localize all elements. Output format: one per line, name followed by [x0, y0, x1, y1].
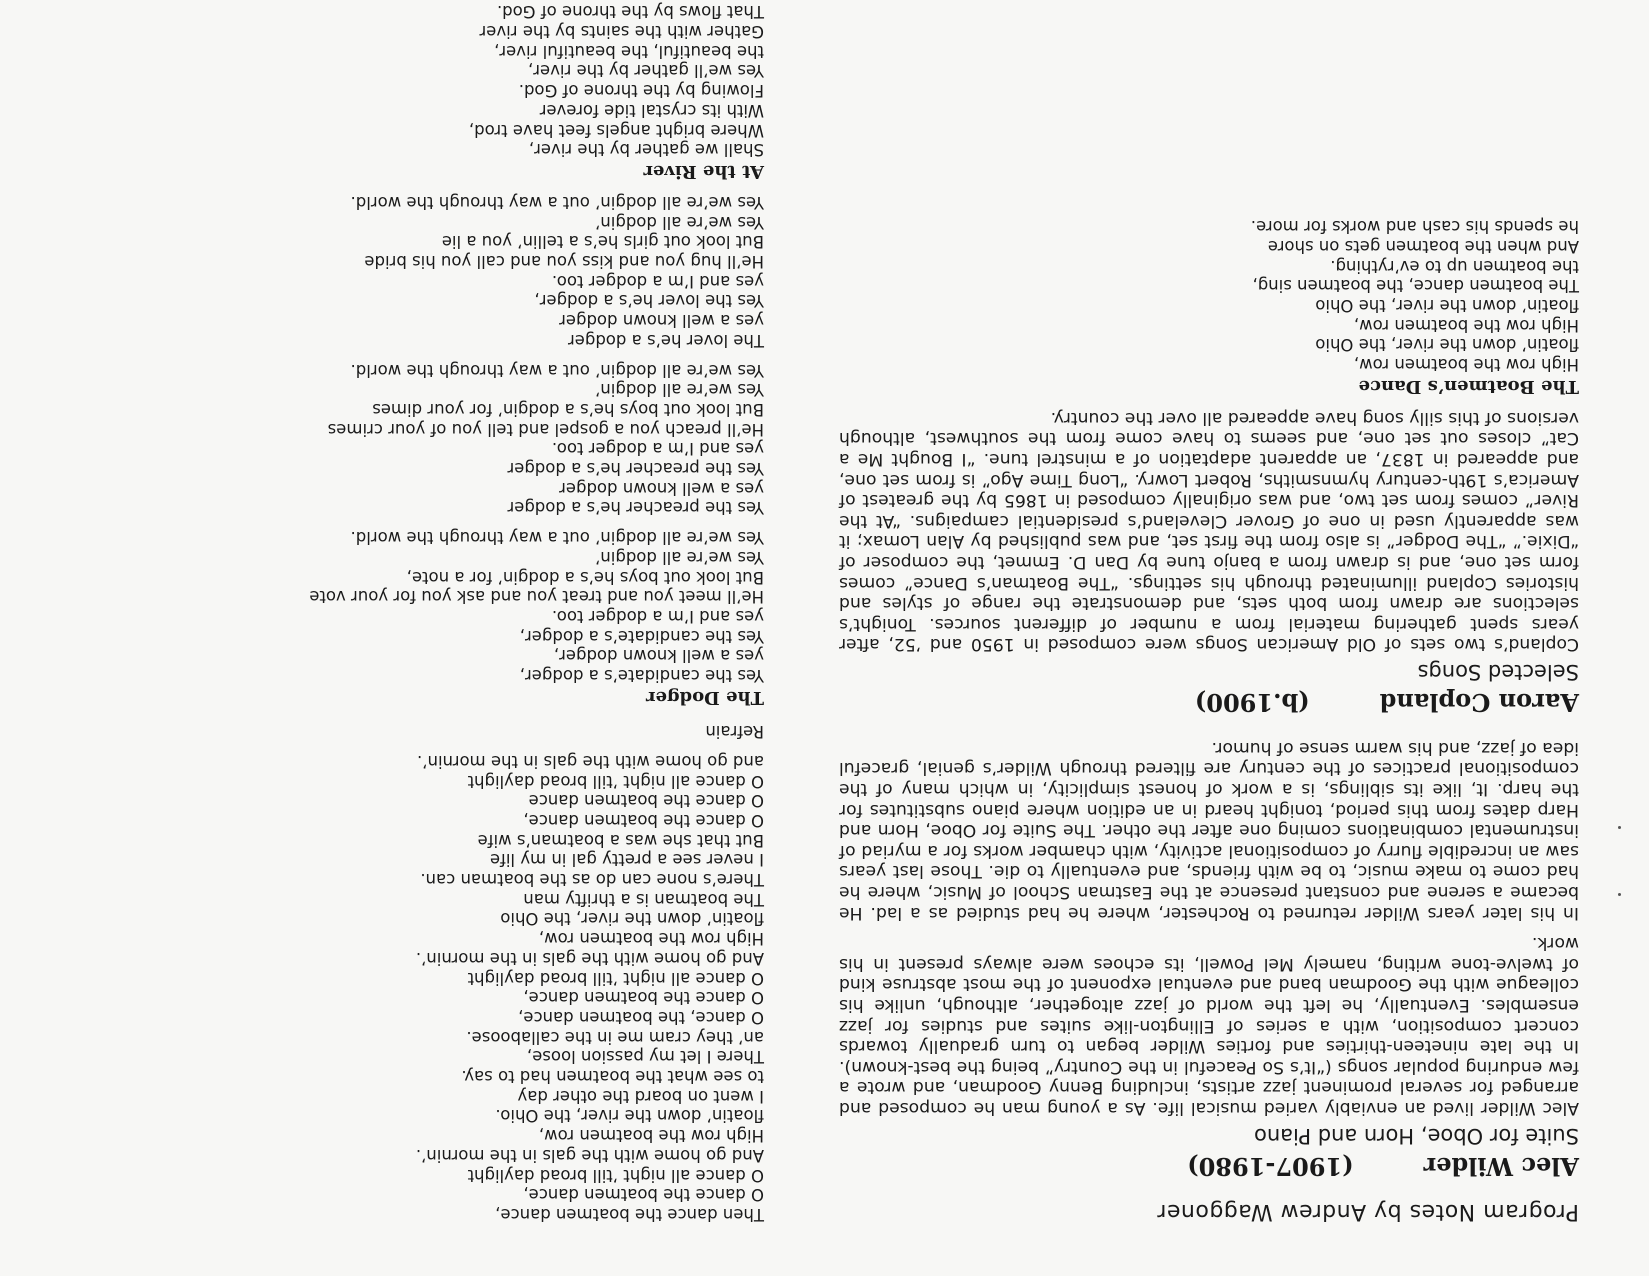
page-header: Program Notes by Andrew Waggoner — [1156, 1199, 1579, 1224]
lyric-line: But look out girls he’s a tellin’ you a lie — [441, 232, 764, 252]
wilder-heading — [839, 1152, 1579, 1181]
lyric-line: the boatmen up to ev’rything. — [1330, 256, 1579, 276]
lyrics-column — [64, 0, 764, 1224]
song-title: The Dodger — [646, 687, 764, 709]
composer-dates: (1907-1980) — [1187, 1152, 1354, 1181]
lyric-line: O dance all night ’till broad daylight — [467, 968, 764, 988]
lyric-line: floatin’ down the river, the Ohio — [1315, 296, 1579, 316]
lyric-line: floatin’ down the river, the Ohio. — [495, 1106, 764, 1126]
lyric-line: That flows by the throne of God. — [496, 2, 764, 22]
work-title: Selected Songs — [1417, 660, 1579, 685]
lyric-line: floatin’ down the river, the Ohio — [500, 909, 764, 929]
boatmen-verse-1 — [839, 217, 1579, 375]
refrain-label: Refrain — [705, 722, 764, 742]
lyric-line: he spends his cash and works for more. — [1250, 217, 1579, 237]
copland-paragraph: Copland’s two sets of Old American Songs were composed in 1950 and ’52, after years spent gathering material from a number of different sources. Tonight’s selections are drawn from both sets, and demonstrate the range of styles and histories Copland illuminated through his settings. “The Boatman’s Dance” comes form set one, and is drawn from a banjo tune by Dan D. Emmet, the composer of “Dixie.” “The Dodger” is also from the first set, and was published by Alan Lomax; it was apparently used in one of Grover Cleveland’s presidential campaigns. “At the River” comes from set two, and was originally composed in 1865 by the greatest of America’s 19th-century hymnsmiths, Robert Lowry. “Long Time Ago” is from set one, and appeared in 1837, an apparent adaptation of a minstrel tune. “I Bought Me a Cat” closes out set one, and seems to have come from the southwest, although versions of this silly song have appeared all over the country. — [839, 407, 1579, 655]
lyric-line: With its crystal tide forever — [539, 100, 764, 120]
lyric-line: Yes we’re all dodgin’ out a way through the world. — [350, 360, 764, 380]
lyric-line: floatin’ down the river, the Ohio — [1315, 335, 1579, 355]
lyric-line: yes and I’m a dodger too. — [551, 439, 764, 459]
lyric-line: Yes the candidate’s a dodger, — [519, 666, 764, 686]
lyric-line: There’s none can do as the boatman can. — [420, 870, 764, 890]
lyric-line: Gather with the saints by the river — [479, 22, 764, 42]
lyric-line: High row the boatmen row, — [538, 929, 764, 949]
composer-dates: (b.1900) — [1194, 688, 1310, 718]
lyric-line: Yes the lover he’s a dodger, — [534, 291, 764, 311]
lyric-line: Yes we’re all dodgin’ out a way through the world. — [350, 192, 764, 212]
lyric-line: Yes the preacher he’s a dodger — [507, 498, 764, 518]
river-verse — [64, 2, 764, 160]
lyric-line: O dance the boatmen dance, — [523, 1185, 764, 1205]
lyric-line: O dance, the boatmen dance, — [518, 1007, 764, 1027]
lyric-line: Yes we’re all dodgin’ — [595, 380, 764, 400]
lyric-line: And go home with the gals in the mornin’. — [415, 948, 764, 968]
composer-name: Alec Wilder — [1423, 1152, 1579, 1181]
lyric-line: I never see a pretty gal in my life — [489, 850, 764, 870]
lyric-line: the beautiful, the beautiful river, — [494, 41, 764, 61]
lyric-line: Then dance the boatmen dance, — [495, 1205, 764, 1224]
lyric-line: Flowing by the throne of God. — [518, 81, 764, 101]
lyric-line: yes and I’m a dodger too. — [551, 607, 764, 627]
lyric-line: He’ll preach you a gospel and tell you of your crimes — [327, 419, 764, 439]
lyric-line: yes and I’m a dodger too. — [551, 271, 764, 291]
song-title: At the River — [643, 161, 764, 183]
lyric-line: And when the boatmen gets on shore — [1267, 236, 1579, 256]
boatmen-verse-2 — [64, 751, 764, 1224]
lyric-line: O dance the boatmen dance — [528, 791, 764, 811]
lyric-line: yes a well known dodger — [559, 478, 764, 498]
lyric-line: Yes the preacher he’s a dodger — [507, 459, 764, 479]
copland-heading — [839, 688, 1579, 717]
composer-name: Aaron Copland — [1379, 688, 1579, 718]
punch-mark — [1618, 893, 1621, 896]
lyric-line: And go home with the gals in the mornin’. — [415, 1145, 764, 1165]
lyric-line: He’ll meet you and treat you and ask you for your vote — [309, 587, 764, 607]
lyric-line: The boatman is a thrifty man — [523, 889, 764, 909]
lyric-line: Yes we’re all dodgin’ — [595, 212, 764, 232]
lyric-line: High row the boatmen row, — [1353, 315, 1579, 335]
song-title: The Boatmen’s Dance — [1358, 376, 1579, 398]
lyric-line: I went on board the other day — [517, 1086, 764, 1106]
lyric-line: Shall we gather by the river, — [528, 140, 764, 160]
punch-mark — [1618, 826, 1621, 829]
lyric-line: and go home with the gals in the mornin’. — [417, 751, 764, 771]
lyric-line: Where bright angels feet have trod, — [468, 120, 764, 140]
wilder-paragraph-1: Alec Wilder lived an enviably varied musical life. As a young man he composed and arranged for several prominent jazz artists, including Benny Goodman, and wrote a few enduring popular songs (“It’s So Peaceful in the Country” being the best-known). In the late nineteen-thirties and forties Wilder began to turn gradually towards concert composition, with a series of Ellington-like suites and studies for jazz ensembles. Eventually, he left the world of jazz altogether, although, unlike his colleague with the Goodman band and eventual exponent of the most abstruse kind of twelve-tone writing, namely Mel Powell, its echoes were always present in his work. — [839, 933, 1579, 1118]
lyric-line: O dance the boatmen dance, — [523, 988, 764, 1008]
lyric-line: yes a well known dodger, — [553, 646, 764, 666]
lyric-line: He’ll hug you and kiss you and call you his bride — [364, 252, 764, 272]
lyric-line: The boatmen dance, the boatmen sing, — [1252, 276, 1579, 296]
lyric-line: an’ they cram me in the callaboose. — [466, 1027, 764, 1047]
work-title: Suite for Oboe, Horn and Piano — [1254, 1124, 1579, 1148]
dodger-stanza-2 — [64, 360, 764, 518]
lyric-line: O dance the boatmen dance, — [523, 810, 764, 830]
lyric-line: But look out boys he’s a dodgin’ for a note, — [406, 567, 764, 587]
dodger-stanza-1 — [64, 528, 764, 686]
lyric-line: yes a well known dodger — [559, 311, 764, 331]
lyric-line: But that she was a boatman’s wife — [477, 830, 764, 850]
lyric-line: to see what the boatmen had to say. — [461, 1067, 764, 1087]
lyric-line: Yes we’re all dodgin’ — [595, 547, 764, 567]
lyric-line: The lover he’s a dodger — [567, 330, 764, 350]
dodger-stanza-3 — [64, 192, 764, 350]
lyric-line: Yes the candidate’s a dodger, — [519, 626, 764, 646]
lyric-line: Yes we’re all dodgin’ out a way through the world. — [350, 528, 764, 548]
lyric-line: High row the boatmen row, — [538, 1126, 764, 1146]
lyric-line: High row the boatmen row, — [1353, 355, 1579, 375]
lyric-line: But look out boys he’s a dodgin’ for your dimes — [372, 399, 764, 419]
lyric-line: Yes we’ll gather by the river, — [528, 61, 764, 81]
notes-column — [839, 207, 1579, 1224]
lyric-line: O dance all night ’till broad daylight — [467, 771, 764, 791]
wilder-paragraph-2: In his later years Wilder returned to Rochester, where he had studied as a lad. He became a serene and constant presence at the Eastman School of Music, where he had come to make music, to be with friends, and eventually to die. Those last years saw an incredible flurry of compositional activity, with chamber works for a myriad of instrumental combinations coming one after the other. The Suite for Oboe, Horn and Harp dates from this period, tonight heard in an edition where piano substitutes for the harp. It, like its siblings, is a work of honest simplicity, in which many of the compositional practices of the century are filtered through Wilder’s genial, graceful idea of jazz, and his warm sense of humor. — [839, 737, 1579, 923]
lyric-line: O dance all night ’till broad daylight — [467, 1165, 764, 1185]
lyric-line: There I let my passion loose, — [526, 1047, 764, 1067]
